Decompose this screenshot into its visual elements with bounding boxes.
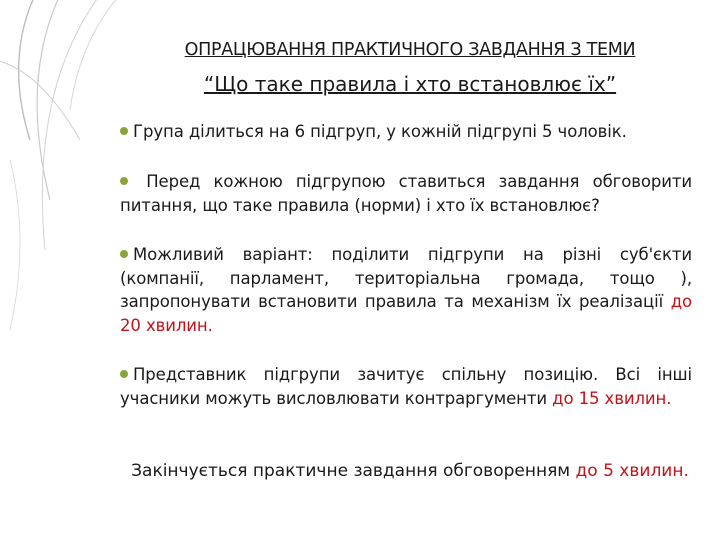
time-limit: до 5 хвилин. <box>575 461 689 481</box>
bullet-text: Можливий варіант: поділити підгрупи на різні суб'єкти (компанії, парламент, територіальна громада, тощо ), запропонувати встановити правила та механізм їх реалізації <box>120 245 692 311</box>
bullet-icon <box>120 127 128 135</box>
bullet-icon <box>120 250 128 258</box>
bullet-item-4 <box>120 363 692 410</box>
bullet-text: Група ділиться на 6 підгруп, у кожній підгрупі 5 чоловік. <box>133 122 627 141</box>
bullet-icon <box>120 177 128 185</box>
bullet-text: Представник підгрупи зачитує спільну позицію. Всі інші учасники можуть висловлювати контраргументи <box>120 365 692 408</box>
closing-text: Закінчується практичне завдання обговоренням <box>131 461 576 481</box>
time-limit: до 20 хвилин. <box>120 292 692 335</box>
title-line-2: “Що таке правила і хто встановлює їх” <box>203 72 617 96</box>
bullet-item-1 <box>120 120 692 144</box>
time-limit: до 15 хвилин. <box>552 388 672 408</box>
bullet-item-2 <box>120 170 692 217</box>
bullet-text: Перед кожною підгрупою ставиться завдання обговорити питання, що таке правила (норми) і хто їх встановлює? <box>120 172 692 215</box>
closing-note <box>130 460 690 483</box>
bullet-item-3 <box>120 243 692 337</box>
title-line-1: ОПРАЦЮВАННЯ ПРАКТИЧНОГО ЗАВДАННЯ З ТЕМИ <box>184 40 636 60</box>
bullet-icon <box>120 370 128 378</box>
